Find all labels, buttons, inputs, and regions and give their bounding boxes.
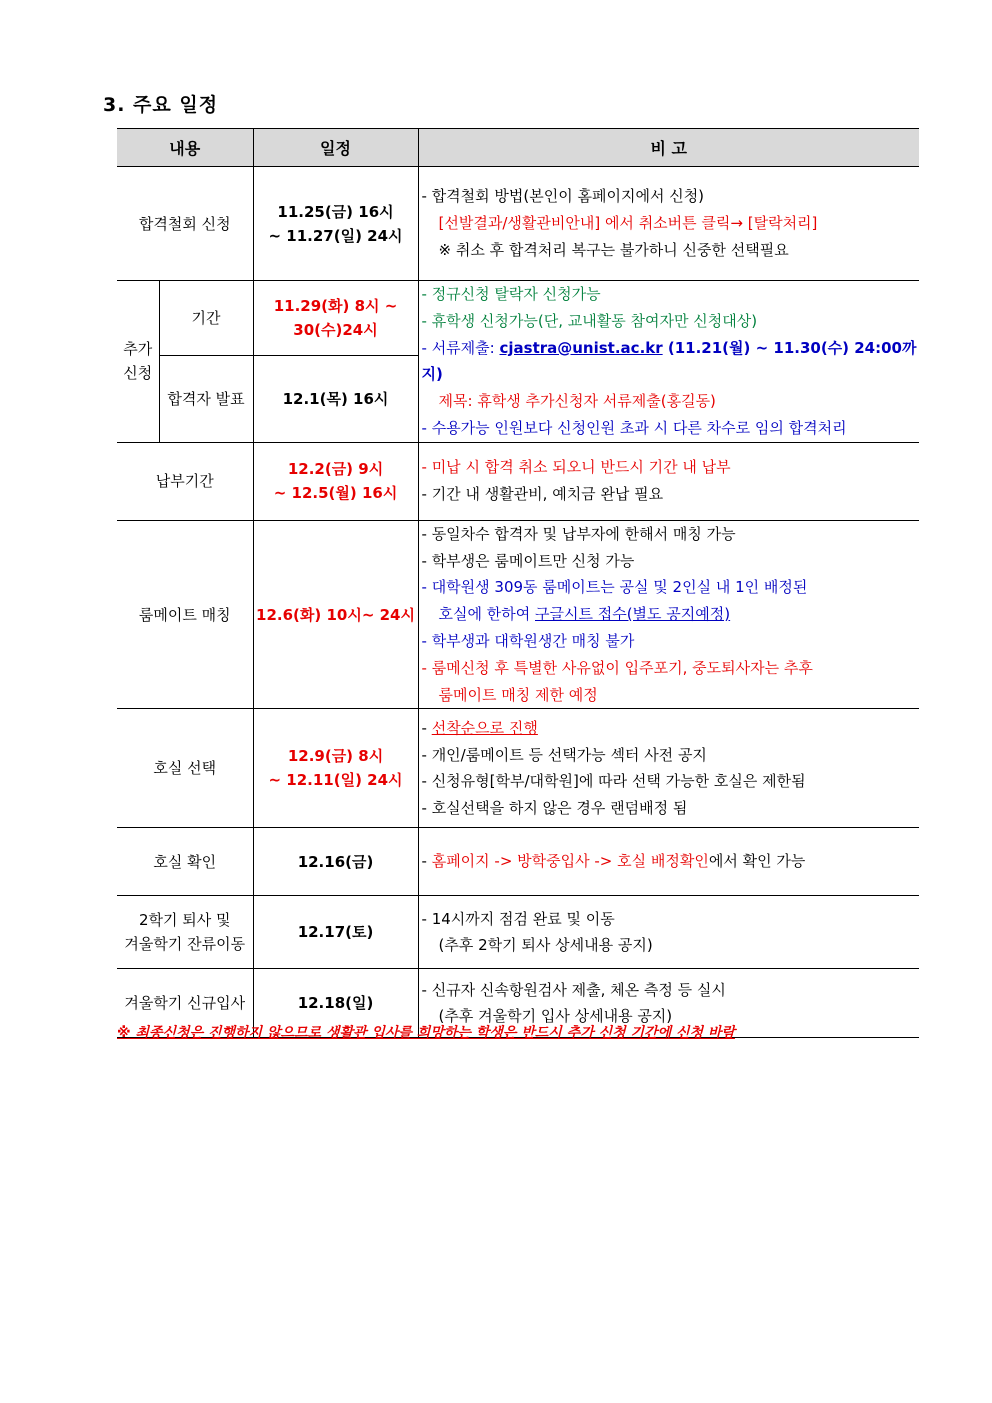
room-check-rest: 에서 확인 가능 (708, 852, 806, 871)
additional-note (418, 281, 919, 443)
table-row-move (117, 896, 919, 969)
table-row-room-check (117, 828, 919, 896)
payment-date-end: ~ 12.5(월) 16시 (273, 484, 398, 503)
payment-note (418, 442, 919, 520)
note-dash: - (421, 718, 432, 737)
additional-announce-label: 합격자 발표 (159, 356, 253, 443)
cancel-date-end: ~ 11.27(일) 24시 (268, 226, 403, 245)
header-schedule: 일정 (253, 129, 418, 167)
additional-group-label-line: 추가 (123, 340, 153, 359)
header-remarks: 비 고 (418, 129, 919, 167)
first-come-text: 선착순으로 진행 (431, 718, 538, 737)
table-row-additional-period (117, 281, 919, 356)
table-row-room-select (117, 709, 919, 828)
move-date: 12.17(토) (253, 896, 418, 969)
room-check-date: 12.16(금) (253, 828, 418, 896)
submission-deadline: (11.21(월) ~ 11.30(수) 24:00까지) (421, 338, 917, 384)
additional-period-date-start: 11.29(화) 8시 ~ (273, 297, 398, 316)
section-title: 3. 주요 일정 (103, 94, 219, 116)
move-label (117, 896, 253, 969)
additional-period-date (253, 281, 418, 356)
winter-label: 겨울학기 신규입사 (117, 969, 253, 1038)
submission-email-link[interactable]: cjastra@unist.ac.kr (499, 338, 663, 357)
winter-note-line: (추후 겨울학기 입사 상세내용 공지) (438, 1007, 673, 1026)
roommate-note (418, 520, 919, 709)
move-label-line: 2학기 퇴사 및 (138, 911, 231, 930)
google-sheet-link[interactable]: 구글시트 접수(별도 공지예정) (535, 605, 731, 624)
winter-date: 12.18(일) (253, 969, 418, 1038)
additional-announce-date: 12.1(목) 16시 (253, 356, 418, 443)
submission-prefix: - 서류제출: (421, 338, 500, 357)
roommate-note-line: - 대학원생 309동 룸메이트는 공실 및 2인실 내 1인 배정된 (421, 578, 808, 597)
additional-period-label: 기간 (159, 281, 253, 356)
payment-note-line: - 기간 내 생활관비, 예치금 완납 필요 (421, 485, 664, 504)
additional-period-date-end: 30(수)24시 (293, 321, 378, 340)
room-select-note-line: - 개인/룸메이트 등 선택가능 섹터 사전 공지 (421, 745, 707, 764)
payment-date-start: 12.2(금) 9시 (287, 460, 384, 479)
cancel-note-line: [선발결과/생활관비안내] 에서 취소버튼 클릭→ [탈락처리] (438, 214, 818, 233)
additional-note-line: - 수용가능 인원보다 신청인원 초과 시 다른 차수로 임의 합격처리 (421, 418, 847, 437)
room-check-label: 호실 확인 (117, 828, 253, 896)
additional-group-label (117, 281, 159, 443)
additional-note-line: - 휴학생 신청가능(단, 교내활동 참여자만 신청대상) (421, 311, 758, 330)
move-note-line: (추후 2학기 퇴사 상세내용 공지) (438, 936, 653, 955)
payment-label: 납부기간 (117, 442, 253, 520)
move-label-line: 겨울학기 잔류이동 (124, 935, 246, 954)
winter-note-line: - 신규자 신속항원검사 제출, 체온 측정 등 실시 (421, 980, 726, 999)
roommate-note-line: 룸메이트 매칭 제한 예정 (438, 685, 598, 704)
schedule-table (117, 128, 919, 1038)
cancel-label: 합격철회 신청 (117, 167, 253, 281)
payment-note-line: - 미납 시 합격 취소 되오니 반드시 기간 내 납부 (421, 458, 731, 477)
room-select-note-line (422, 715, 920, 742)
header-content: 내용 (117, 129, 253, 167)
roommate-note-line (422, 601, 920, 628)
table-header-row (117, 129, 919, 167)
roommate-note-prefix: 호실에 한하여 (438, 605, 535, 624)
additional-note-line: 제목: 휴학생 추가신청자 서류제출(홍길동) (438, 392, 716, 411)
move-note (418, 896, 919, 969)
room-select-note-line: - 호실선택을 하지 않은 경우 랜덤배정 됨 (421, 799, 688, 818)
cancel-note-line: - 합격철회 방법(본인이 홈페이지에서 신청) (421, 187, 705, 206)
additional-note-line (422, 335, 920, 389)
roommate-note-line: - 학부생과 대학원생간 매칭 불가 (421, 631, 635, 650)
room-check-note (418, 828, 919, 896)
additional-note-line: - 정규신청 탈락자 신청가능 (421, 285, 601, 303)
roommate-note-line: - 룸메신청 후 특별한 사유없이 입주포기, 중도퇴사자는 추후 (421, 658, 813, 677)
move-note-line: - 14시까지 점검 완료 및 이동 (421, 909, 615, 928)
roommate-note-line: - 학부생은 룸메이트만 신청 가능 (421, 551, 635, 570)
room-select-note-line: - 신청유형[학부/대학원]에 따라 선택 가능한 호실은 제한됨 (421, 772, 806, 791)
table-row-cancel (117, 167, 919, 281)
roommate-date: 12.6(화) 10시~ 24시 (253, 520, 418, 709)
cancel-date (253, 167, 418, 281)
cancel-date-start: 11.25(금) 16시 (277, 202, 394, 221)
payment-date (253, 442, 418, 520)
room-select-date-end: ~ 12.11(일) 24시 (268, 771, 403, 790)
room-select-label: 호실 선택 (117, 709, 253, 828)
roommate-note-line: - 동일차수 합격자 및 납부자에 한해서 매칭 가능 (421, 524, 736, 543)
footnote: ※ 최종신청은 진행하지 않으므로 생활관 입사를 희망하는 학생은 반드시 추가 신청 기간에 신청 바람 (117, 1025, 735, 1041)
cancel-note-line: ※ 취소 후 합격처리 복구는 불가하니 신중한 선택필요 (438, 240, 789, 259)
room-select-date (253, 709, 418, 828)
room-select-date-start: 12.9(금) 8시 (287, 747, 384, 766)
table-row-payment (117, 442, 919, 520)
room-select-note (418, 709, 919, 828)
note-dash: - (421, 852, 432, 871)
room-check-path: 홈페이지 -> 방학중입사 -> 호실 배정확인 (431, 852, 709, 871)
cancel-note (418, 167, 919, 281)
table-row-roommate (117, 520, 919, 709)
roommate-label: 룸메이트 매칭 (117, 520, 253, 709)
additional-group-label-line: 신청 (123, 364, 153, 383)
